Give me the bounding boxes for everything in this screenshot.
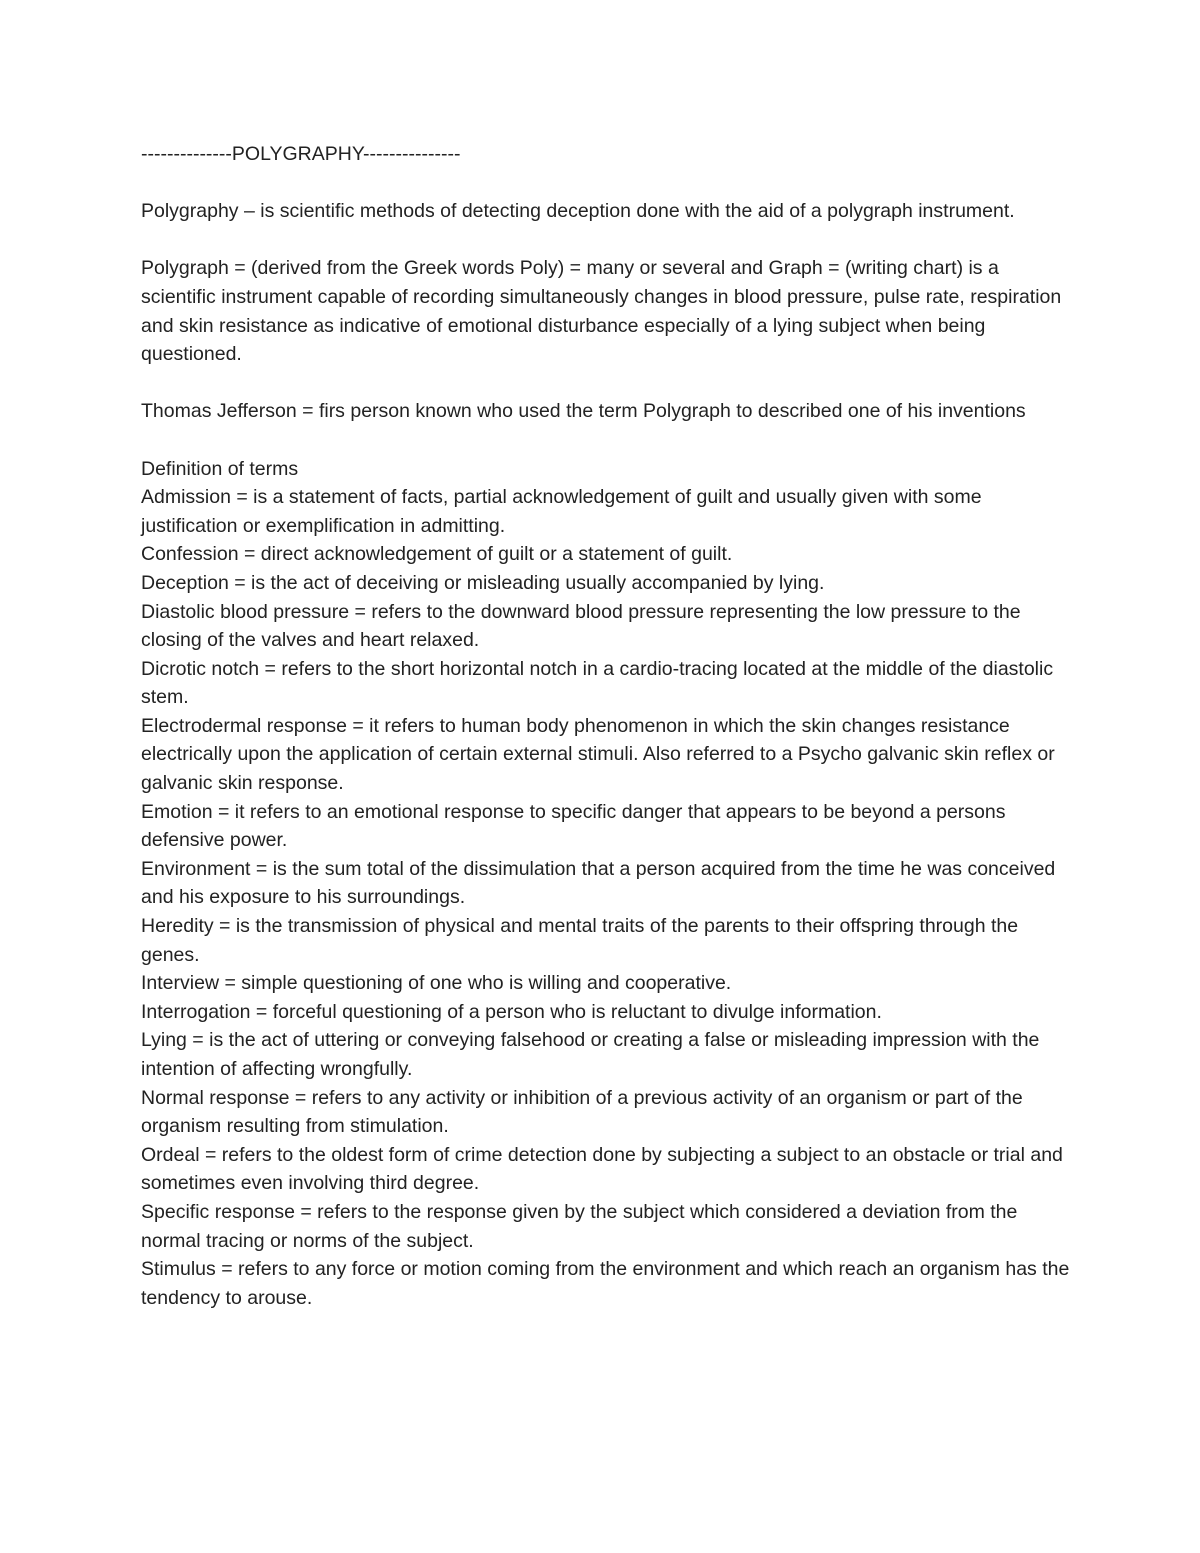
document-body xyxy=(141,140,1071,1312)
definition-item: Diastolic blood pressure = refers to the downward blood pressure representing the low pressure to the closing of the valves and heart relaxed. xyxy=(141,600,1021,652)
definition-item: Admission = is a statement of facts, partial acknowledgement of guilt and usually given with some justification or exemplification in admitting. xyxy=(141,486,982,537)
definition-item: Interview = simple questioning of one who is willing and cooperative. xyxy=(141,972,732,995)
definition-item: Emotion = it refers to an emotional response to specific danger that appears to be beyond a persons defensive power. xyxy=(141,800,1006,852)
paragraph-polygraph: Polygraph = (derived from the Greek words Poly) = many or several and Graph = (writing chart) is a scientific instrument capable of recording simultaneously changes in blood pressure, pulse rate, respiration and skin resistance as indicative of emotional disturbance especially of a lying subject when being questioned. xyxy=(141,257,1062,366)
definitions-heading: Definition of terms xyxy=(141,457,299,480)
definition-item: Environment = is the sum total of the dissimulation that a person acquired from the time he was conceived and his exposure to his surroundings. xyxy=(141,857,1056,909)
definition-item: Stimulus = refers to any force or motion coming from the environment and which reach an organism has the tendency to arouse. xyxy=(141,1258,1070,1309)
definition-item: Deception = is the act of deceiving or misleading usually accompanied by lying. xyxy=(141,571,825,594)
spacer xyxy=(141,369,1071,398)
paragraph-polygraphy: Polygraphy – is scientific methods of detecting deception done with the aid of a polygraph instrument. xyxy=(141,200,1015,223)
definition-item: Confession = direct acknowledgement of guilt or a statement of guilt. xyxy=(141,543,733,566)
definition-item: Lying = is the act of uttering or conveying falsehood or creating a false or misleading impression with the intention of affecting wrongfully. xyxy=(141,1029,1040,1080)
document-title: --------------POLYGRAPHY--------------- xyxy=(141,143,461,165)
spacer xyxy=(141,226,1071,255)
paragraph-thomas-jefferson: Thomas Jefferson = firs person known who used the term Polygraph to described one of his inventions xyxy=(141,400,1026,423)
definition-item: Specific response = refers to the response given by the subject which considered a deviation from the normal tracing or norms of the subject. xyxy=(141,1200,1018,1252)
spacer xyxy=(141,426,1071,455)
definition-item: Dicrotic notch = refers to the short horizontal notch in a cardio-tracing located at the middle of the diastolic stem. xyxy=(141,657,1054,709)
definition-item: Electrodermal response = it refers to human body phenomenon in which the skin changes resistance electrically upon the application of certain external stimuli. Also referred to a Psycho galvanic skin reflex or galvanic skin response. xyxy=(141,714,1055,795)
definition-item: Ordeal = refers to the oldest form of crime detection done by subjecting a subject to an obstacle or trial and sometimes even involving third degree. xyxy=(141,1143,1063,1195)
definition-item: Interrogation = forceful questioning of a person who is reluctant to divulge information. xyxy=(141,1000,882,1023)
spacer xyxy=(141,169,1071,198)
definition-item: Normal response = refers to any activity or inhibition of a previous activity of an organism or part of the organism resulting from stimulation. xyxy=(141,1086,1023,1138)
definition-item: Heredity = is the transmission of physical and mental traits of the parents to their offspring through the genes. xyxy=(141,915,1019,966)
